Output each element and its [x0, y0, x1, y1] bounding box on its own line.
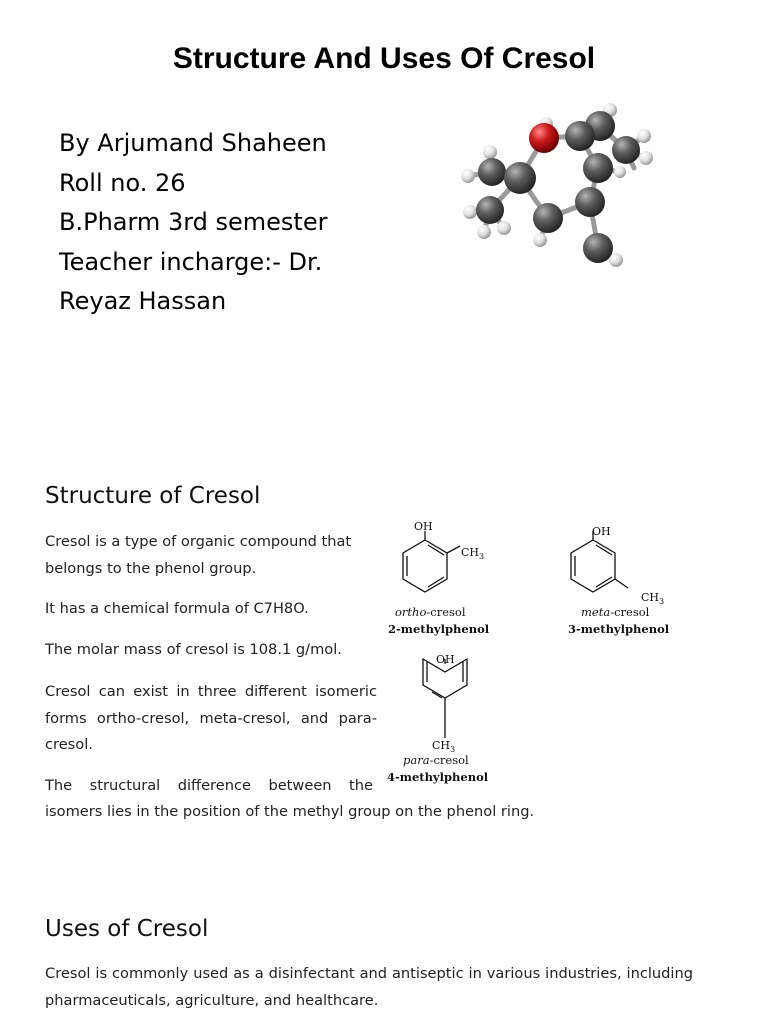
meta-cresol-structure [571, 531, 628, 592]
ortho-oh-label: OH [414, 520, 433, 533]
author-block [59, 124, 327, 322]
structure-paragraph-5a: The structural difference between the [45, 777, 373, 794]
structure-paragraph-1: Cresol is a type of organic compound that belongs to the phenol group. [45, 533, 352, 577]
ortho-systematic-name: 2-methylphenol [388, 622, 490, 636]
meta-ch3-label: $CH_3$ [641, 591, 665, 606]
ortho-cresol-structure [403, 531, 460, 592]
meta-oh-label: OH [592, 525, 611, 538]
para-systematic-name: 4-methylphenol [387, 770, 489, 784]
structure-heading: Structure of Cresol [45, 483, 261, 509]
meta-systematic-name: 3-methylphenol [568, 622, 670, 636]
uses-paragraph-1: Cresol is commonly used as a disinfectant and antiseptic in various industries, including pharmaceuticals, agriculture, and healthcare. [45, 965, 693, 1009]
cresol-molecule-model [448, 92, 660, 282]
structure-paragraph-4: Cresol can exist in three different isomeric forms ortho-cresol, meta-cresol, and para-cresol. [45, 683, 377, 754]
cresol-isomer-structures [380, 516, 700, 792]
para-oh-label: OH [436, 653, 455, 666]
para-cresol-label: para-cresol [403, 753, 469, 767]
structure-paragraph-5b: isomers lies in the position of the methyl group on the phenol ring. [45, 803, 535, 820]
structure-paragraph-2: It has a chemical formula of C7H8O. [45, 600, 309, 617]
course-line: B.Pharm 3rd semester [59, 208, 328, 237]
teacher-name-line: Reyaz Hassan [59, 287, 227, 316]
page-title: Structure And Uses Of Cresol [172, 42, 596, 75]
para-ch3-label: $CH_3$ [432, 739, 456, 754]
ortho-ch3-label: $CH_3$ [461, 546, 485, 561]
author-line: By Arjumand Shaheen [59, 129, 327, 157]
para-cresol-structure [423, 659, 467, 738]
uses-heading: Uses of Cresol [45, 916, 209, 942]
meta-cresol-label: meta-cresol [581, 605, 650, 619]
teacher-line: Teacher incharge:- Dr. [59, 247, 323, 276]
roll-number-line: Roll no. 26 [59, 168, 186, 197]
ortho-cresol-label: ortho-cresol [395, 605, 466, 619]
structure-paragraph-3: The molar mass of cresol is 108.1 g/mol. [45, 641, 342, 658]
